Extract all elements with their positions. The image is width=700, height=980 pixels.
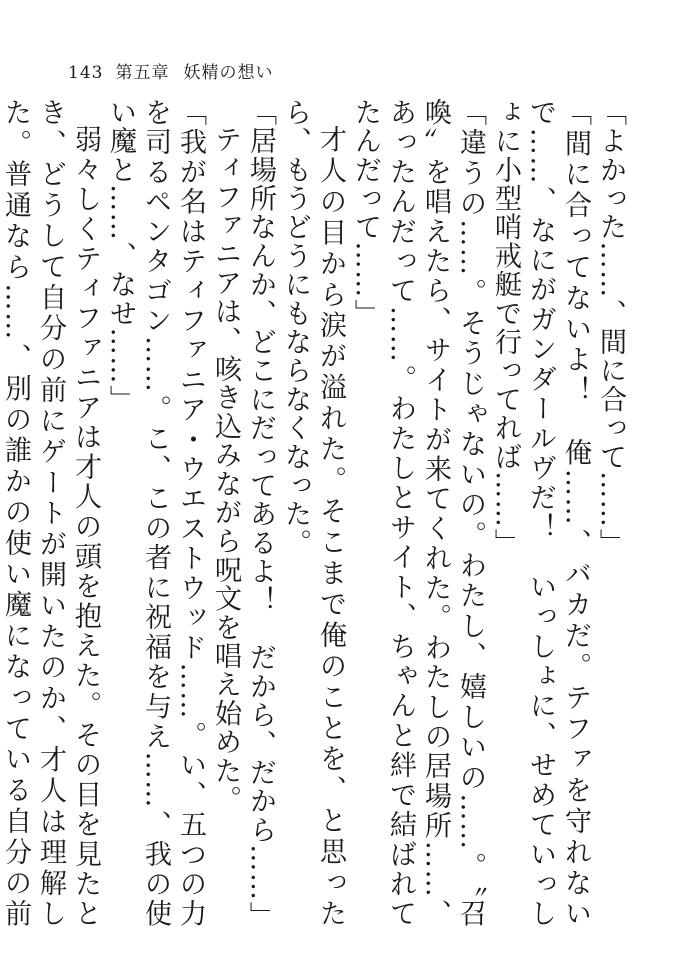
paragraph: 「居場所なんか、どこにだってあるよ！ だから、だから……」 bbox=[245, 98, 276, 931]
chapter-title: 妖精の想い bbox=[183, 63, 274, 83]
paragraph: 「よかった……、間に合って……」 bbox=[595, 98, 626, 558]
page-number: 143 bbox=[68, 63, 104, 83]
paragraph: ティファニアは、咳き込みながら呪文を唱え始めた。 bbox=[210, 125, 241, 814]
paragraph: 才人の目から涙が溢れた。そこまで俺のことを、と思ったら、もうどうにもならなくなった。 bbox=[280, 98, 346, 928]
paragraph: 弱々しくティファニアは才人の頭を抱えた。その目を見たとき、どうして自分の前にゲートが開いたのか、才人は理解した。普通なら……、別の誰かの使い魔になっている自分の前 bbox=[0, 98, 101, 928]
running-header bbox=[68, 58, 273, 83]
vertical-body-text bbox=[0, 98, 628, 931]
paragraph: 「違うの……。そうじゃないの。わたし、嬉しいの……。〝召喚〟を唱えたら、サイトが来てくれた。わたしの居場所……、あったんだって……。わたしとサイト、ちゃんと絆で結ばれてたんだって……」 bbox=[350, 98, 486, 928]
chapter-label: 第五章 bbox=[115, 63, 170, 83]
paragraph: 「我が名はティファニア・ウエストウッド……。い、五つの力を司るペンタゴン……。こ、この者に祝福を与え……、我の使い魔と……、なせ……」 bbox=[105, 98, 206, 928]
paragraph: 「間に合ってないよ！ 俺……、バカだ。テファを守れないで……、なにがガンダールヴだ！ いっしょに、せめていっしょに小型哨戒艇で行ってれば……」 bbox=[490, 98, 591, 928]
